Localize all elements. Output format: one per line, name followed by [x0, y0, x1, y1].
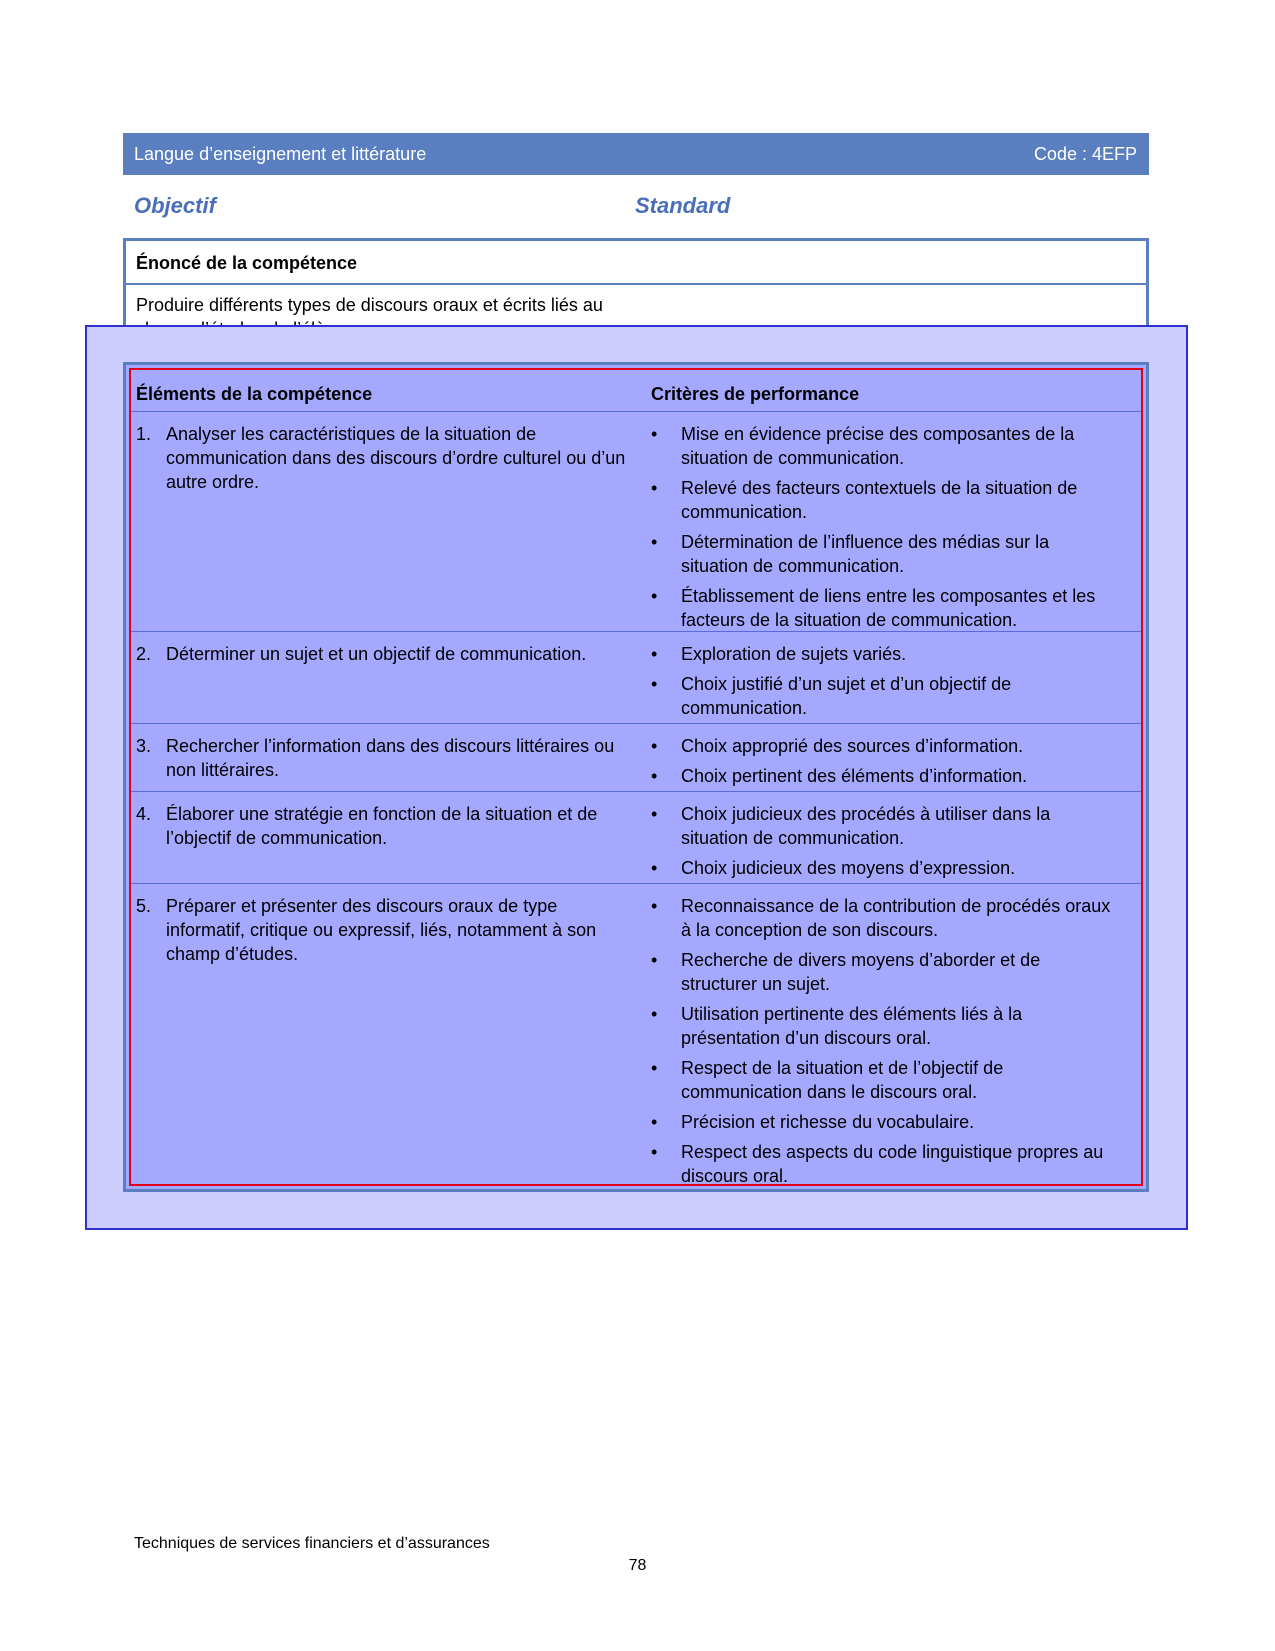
bullet-icon: •	[651, 1142, 658, 1162]
criterion-item	[651, 530, 1121, 578]
element-number: 5.	[136, 896, 152, 916]
criterion-text: Choix approprié des sources d’information.	[681, 736, 1024, 756]
bullet-icon: •	[651, 858, 658, 878]
criterion-item	[651, 422, 1121, 470]
element-item	[136, 802, 626, 850]
bullet-icon: •	[651, 804, 658, 824]
table-row	[131, 632, 1141, 724]
element-item	[136, 422, 626, 494]
criterion-item	[651, 476, 1121, 524]
footer-program: Techniques de services financiers et d’assurances	[134, 1535, 490, 1552]
course-code: Code : 4EFP	[1033, 143, 1137, 164]
element-text: Élaborer une stratégie en fonction de la situation et de l’objectif de communication.	[166, 804, 598, 848]
table-row	[131, 884, 1141, 1184]
criterion-text: Choix judicieux des procédés à utiliser dans la situation de communication.	[681, 804, 1051, 848]
element-text: Déterminer un sujet et un objectif de communication.	[166, 644, 587, 664]
bullet-icon: •	[651, 736, 658, 756]
table-row	[131, 724, 1141, 792]
objective-label: Objectif	[134, 193, 216, 218]
competence-table-inner	[129, 368, 1143, 1186]
element-number: 3.	[136, 736, 152, 756]
criterion-text: Précision et richesse du vocabulaire.	[681, 1112, 975, 1132]
objective-standard-row	[134, 193, 1134, 221]
criterion-item	[651, 672, 1121, 720]
element-text: Rechercher l’information dans des discours littéraires ou non littéraires.	[166, 736, 615, 780]
criterion-item	[651, 856, 1121, 880]
criterion-text: Recherche de divers moyens d’aborder et de structurer un sujet.	[681, 950, 1041, 994]
bullet-icon: •	[651, 1004, 658, 1024]
criterion-text: Détermination de l’influence des médias sur la situation de communication.	[681, 532, 1050, 576]
criterion-item	[651, 764, 1121, 788]
bullet-icon: •	[651, 644, 658, 664]
bullet-icon: •	[651, 896, 658, 916]
bullet-icon: •	[651, 1112, 658, 1132]
element-number: 4.	[136, 804, 152, 824]
table-row	[131, 412, 1141, 632]
element-number: 1.	[136, 424, 152, 444]
criterion-text: Respect des aspects du code linguistique propres au discours oral.	[681, 1142, 1104, 1186]
competence-table	[123, 362, 1149, 1192]
bullet-icon: •	[651, 586, 658, 606]
criterion-text: Utilisation pertinente des éléments liés à la présentation d’un discours oral.	[681, 1004, 1023, 1048]
element-text: Préparer et présenter des discours oraux de type informatif, critique ou expressif, liés, notamment à son champ d’études.	[166, 896, 597, 964]
criterion-item	[651, 894, 1121, 942]
column-header-elements: Éléments de la compétence	[136, 384, 373, 404]
criterion-text: Reconnaissance de la contribution de procédés oraux à la conception de son discours.	[681, 896, 1111, 940]
criterion-item	[651, 802, 1121, 850]
criterion-text: Mise en évidence précise des composantes de la situation de communication.	[681, 424, 1075, 468]
subject-title: Langue d’enseignement et littérature	[134, 143, 427, 164]
criterion-text: Relevé des facteurs contextuels de la situation de communication.	[681, 478, 1078, 522]
bullet-icon: •	[651, 532, 658, 552]
element-number: 2.	[136, 644, 152, 664]
element-item	[136, 894, 626, 966]
criterion-item	[651, 1056, 1121, 1104]
element-item	[136, 642, 626, 666]
page-number: 78	[628, 1557, 647, 1574]
table-row	[131, 792, 1141, 884]
column-header-criteria: Critères de performance	[651, 384, 860, 404]
criterion-text: Choix pertinent des éléments d’information.	[681, 766, 1028, 786]
standard-label: Standard	[635, 193, 731, 218]
enonce-title: Énoncé de la compétence	[126, 241, 1146, 285]
criterion-item	[651, 734, 1121, 758]
criterion-item	[651, 948, 1121, 996]
criterion-text: Choix judicieux des moyens d’expression.	[681, 858, 1016, 878]
criterion-text: Exploration de sujets variés.	[681, 644, 907, 664]
criterion-item	[651, 1140, 1121, 1188]
criterion-text: Établissement de liens entre les composantes et les facteurs de la situation de communication.	[681, 586, 1096, 630]
criterion-text: Respect de la situation et de l’objectif de communication dans le discours oral.	[681, 1058, 1004, 1102]
table-header-row	[131, 370, 1141, 412]
criterion-item	[651, 642, 1121, 666]
header-bar	[123, 133, 1149, 175]
criterion-text: Choix justifié d’un sujet et d’un objectif de communication.	[681, 674, 1012, 718]
element-item	[136, 734, 626, 782]
criterion-item	[651, 1002, 1121, 1050]
bullet-icon: •	[651, 950, 658, 970]
bullet-icon: •	[651, 674, 658, 694]
element-text: Analyser les caractéristiques de la situation de communication dans des discours d’ordre culturel ou d’un autre ordre.	[166, 424, 626, 492]
bullet-icon: •	[651, 478, 658, 498]
bullet-icon: •	[651, 766, 658, 786]
criterion-item	[651, 584, 1121, 632]
bullet-icon: •	[651, 1058, 658, 1078]
enonce-text: Produire différents types de discours oraux et écrits liés au	[136, 295, 603, 315]
criterion-item	[651, 1110, 1121, 1134]
bullet-icon: •	[651, 424, 658, 444]
